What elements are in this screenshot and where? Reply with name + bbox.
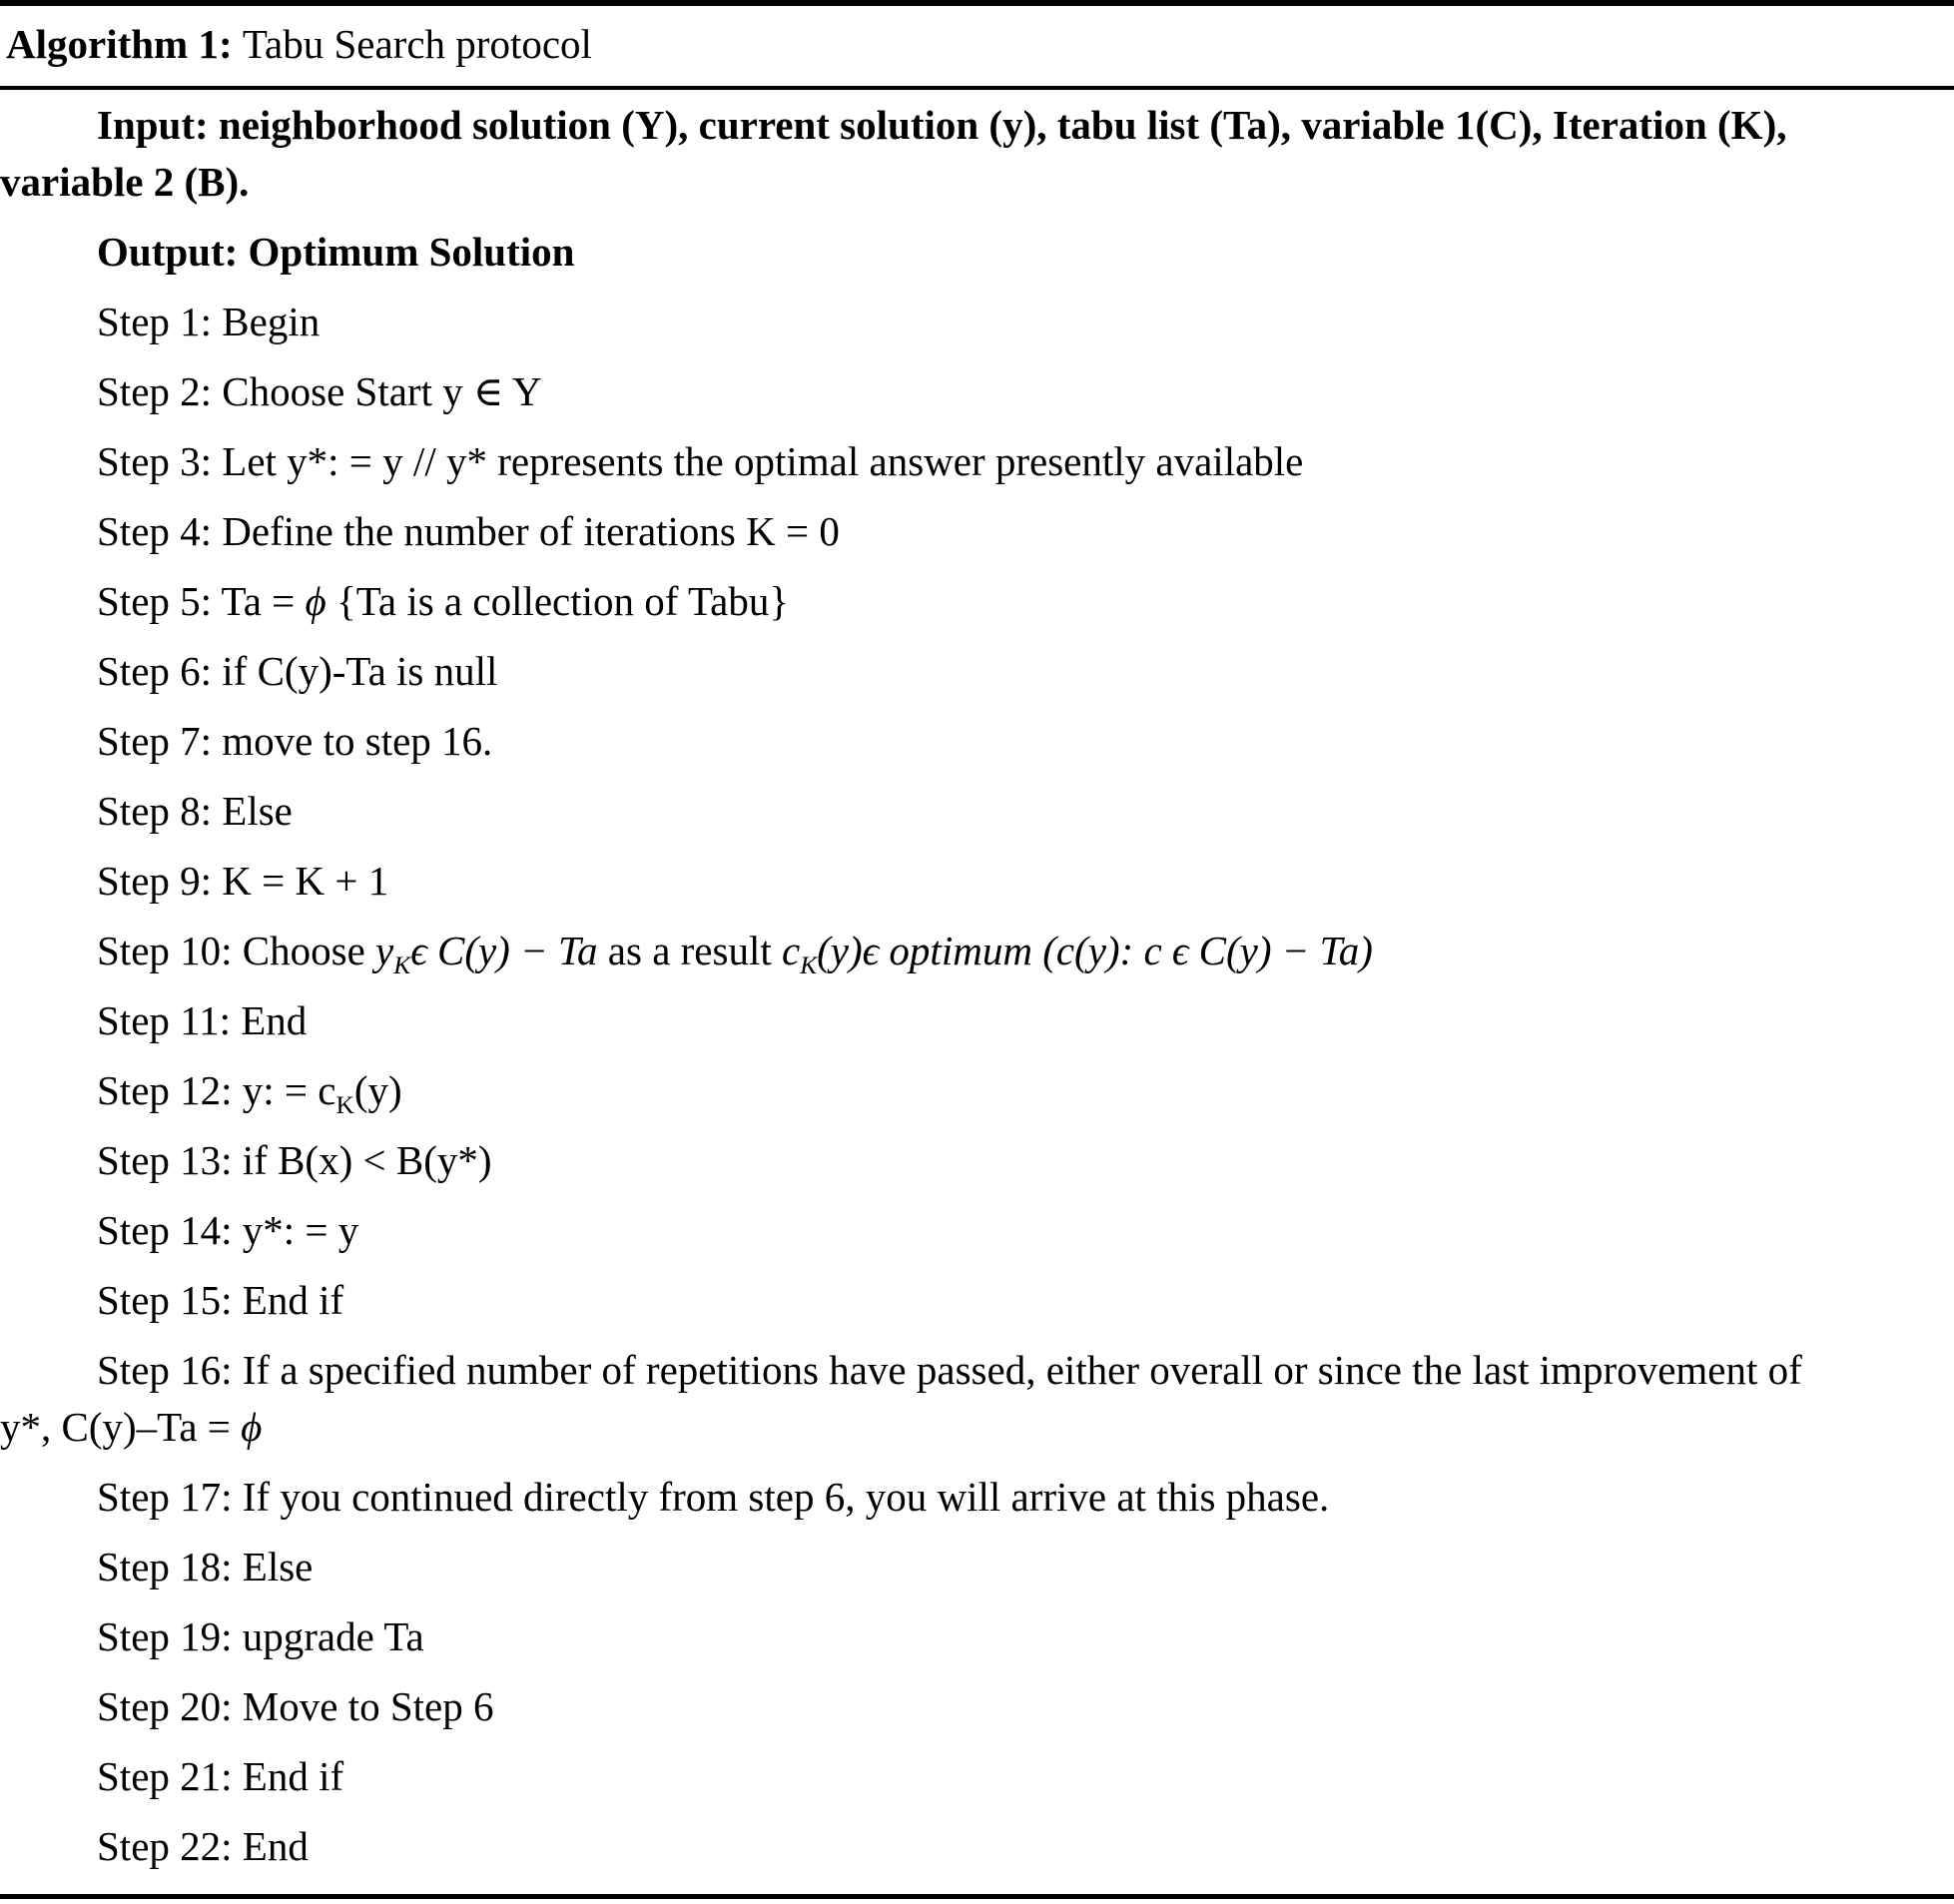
step-11: Step 11: End [97, 997, 308, 1043]
step-6: Step 6: if C(y)-Ta is null [97, 648, 498, 694]
step-15: Step 15: End if [97, 1277, 344, 1323]
step-3: Step 3: Let y*: = y // y* represents the optimal answer presently available [97, 438, 1304, 484]
step-5: Step 5: Ta = ϕ {Ta is a collection of Tabu} [97, 578, 790, 624]
top-rule [0, 0, 1954, 6]
step-10: Step 10: Choose $y_K\epsilon$ C(y) − Ta as a result $c_K(y)\epsilon$ optimum (c(y): c ϵ C(y) − Ta) [97, 928, 1373, 980]
algorithm-body [0, 97, 1954, 1888]
algorithm-caption-label: Algorithm 1: [6, 21, 233, 67]
output-line: Output: Optimum Solution [97, 229, 575, 275]
step-14: Step 14: y*: = y [97, 1207, 359, 1253]
step-18: Step 18: Else [97, 1544, 314, 1589]
algorithm-caption [6, 18, 592, 70]
algorithm-caption-title: Tabu Search protocol [242, 21, 592, 67]
bottom-rule [0, 1894, 1954, 1899]
step-1: Step 1: Begin [97, 299, 321, 344]
step-2: Step 2: Choose Start y ∈ Y [97, 368, 542, 414]
input-line: Input: neighborhood solution (Y), current solution (y), tabu list (Ta), variable 1(C), Iteration (K), variable 2 (B). [0, 102, 1787, 205]
step-17: Step 17: If you continued directly from step 6, you will arrive at this phase. [97, 1474, 1330, 1520]
step-8: Step 8: Else [97, 788, 293, 834]
step-16: Step 16: If a specified number of repetitions have passed, either overall or since the last improvement of y*, C(y)–Ta = ϕ [0, 1347, 1802, 1450]
step-19: Step 19: upgrade Ta [97, 1613, 424, 1659]
header-separator-rule [0, 86, 1954, 90]
step-9: Step 9: K = K + 1 [97, 858, 389, 904]
step-7: Step 7: move to step 16. [97, 718, 493, 764]
step-4: Step 4: Define the number of iterations K = 0 [97, 508, 840, 554]
step-13: Step 13: if B(x) < B(y*) [97, 1137, 492, 1183]
step-12: Step 12: y: = $c_K(y)$ [97, 1067, 402, 1120]
step-21: Step 21: End if [97, 1753, 344, 1799]
step-22: Step 22: End [97, 1823, 309, 1869]
step-20: Step 20: Move to Step 6 [97, 1683, 494, 1729]
